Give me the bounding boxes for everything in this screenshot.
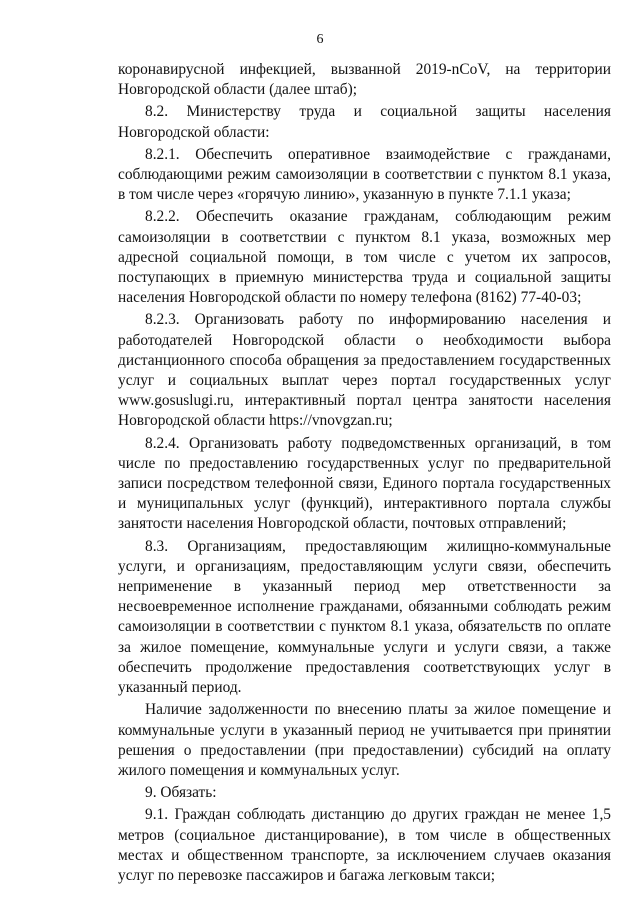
paragraph-9-1: 9.1. Граждан соблюдать дистанцию до других граждан не менее 1,5 метров (социальное дистанцирование), в том числе в общественных местах и общественном транспорте, за исключением случаев оказания услуг по перевозке пассажиров и багажа легковым такси;	[118, 806, 611, 884]
paragraph-8-2-2: 8.2.2. Обеспечить оказание гражданам, соблюдающим режим самоизоляции в соответствии с пунктом 8.1 указа, возможных мер адресной социальной помощи, в том числе с учетом их запросов, поступающих в приемную министерства труда и социальной защиты населения Новгородской области по номеру телефона (8162) 77-40-03;	[118, 208, 611, 307]
page-number: 6	[316, 32, 324, 47]
document-body	[118, 60, 611, 886]
paragraph-9: 9. Обязать:	[145, 784, 217, 802]
paragraph-continuation: коронавирусной инфекцией, вызванной 2019-nCoV, на территории Новгородской области (далее штаб);	[118, 61, 611, 99]
paragraph-debt-note: Наличие задолженности по внесению платы за жилое помещение и коммунальные услуги в указанный период не учитывается при принятии решения о предоставлении (при предоставлении) субсидий на оплату жилого помещения и коммунальных услуг.	[118, 701, 611, 779]
paragraph-8-2-4: 8.2.4. Организовать работу подведомственных организаций, в том числе по предоставлению государственных услуг по предварительной записи посредством телефонной связи, Единого портала государственных и муниципальных услуг (функций), интерактивного портала службы занятости населения Новгородской области, почтовых отправлений;	[118, 434, 611, 533]
paragraph-8-2: 8.2. Министерству труда и социальной защиты населения Новгородской области:	[118, 103, 611, 141]
paragraph-8-3: 8.3. Организациям, предоставляющим жилищно-коммунальные услуги, и организациям, предоставляющим услуги связи, обеспечить неприменение в указанный период мер ответственности за несвоевременное исполнение гражданами, обязанными соблюдать режим самоизоляции в соответствии с пунктом 8.1 указа, обязательств по оплате за жилое помещение, коммунальные услуги и услуги связи, а также обеспечить продолжение предоставления соответствующих услуг в указанный период.	[118, 537, 611, 697]
paragraph-8-2-1: 8.2.1. Обеспечить оперативное взаимодействие с гражданами, соблюдающими режим самоизоляции в соответствии с пунктом 8.1 указа, в том числе через «горячую линию», указанную в пункте 7.1.1 указа;	[118, 145, 611, 204]
paragraph-8-2-3: 8.2.3. Организовать работу по информированию населения и работодателей Новгородской области о необходимости выбора дистанционного способа обращения за предоставлением государственных услуг и социальных выплат через портал государственных услуг www.gosuslugi.ru, интерактивный портал центра занятости населения Новгородской области https://vnovgzan.ru;	[118, 311, 611, 430]
